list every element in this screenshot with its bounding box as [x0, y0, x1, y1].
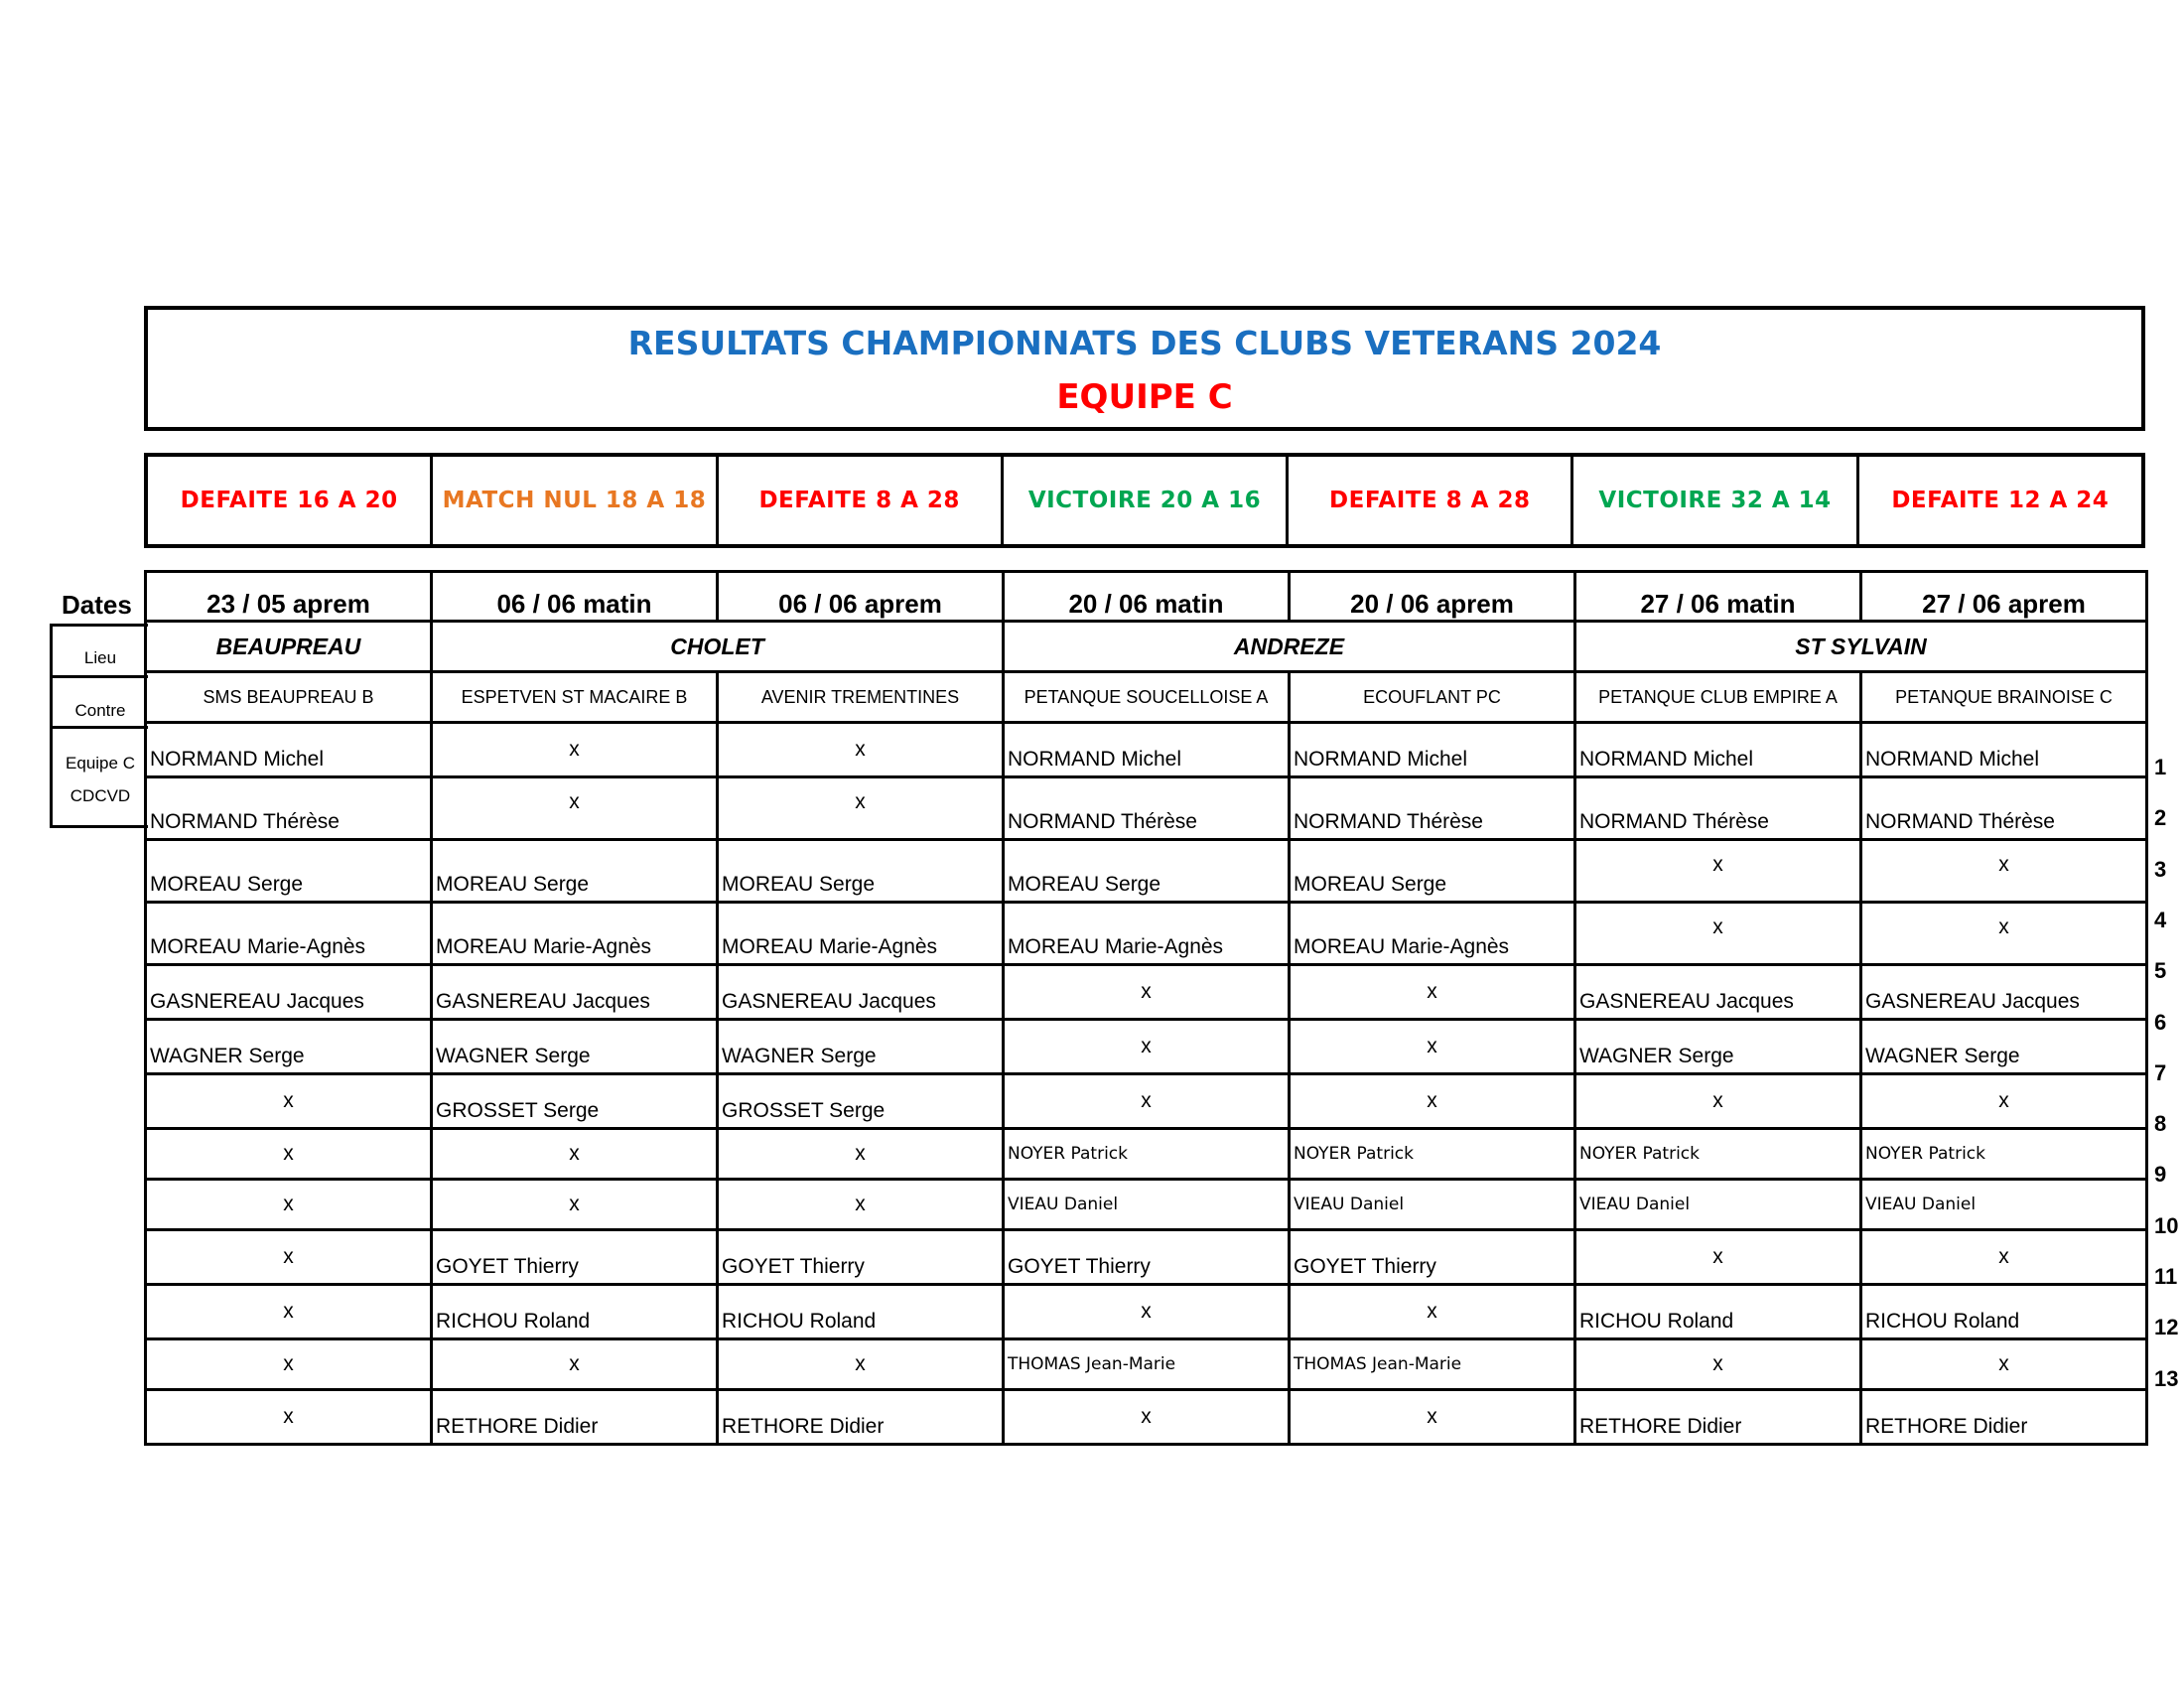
row-number: 4 [2154, 907, 2167, 932]
player-row [146, 903, 2147, 965]
player-name: MOREAU Marie-Agnès [432, 903, 718, 965]
player-row [146, 840, 2147, 903]
absent-mark: x [718, 1180, 1004, 1230]
absent-mark: x [432, 1129, 718, 1180]
absent-mark: x [432, 1339, 718, 1390]
player-name: MOREAU Marie-Agnès [146, 903, 432, 965]
player-name: VIEAU Daniel [1575, 1180, 1861, 1230]
player-name: NORMAND Michel [1290, 723, 1575, 777]
player-row [146, 1129, 2147, 1180]
absent-mark: x [1290, 1390, 1575, 1445]
row-number: 10 [2154, 1212, 2179, 1238]
title-box [144, 306, 2145, 431]
player-name: RETHORE Didier [718, 1390, 1004, 1445]
absent-mark: x [432, 723, 718, 777]
player-row [146, 1230, 2147, 1285]
absent-mark: x [1290, 1285, 1575, 1339]
dates-label: Dates [62, 590, 132, 620]
result-6: VICTOIRE 32 A 14 [1573, 457, 1858, 544]
player-row [146, 777, 2147, 840]
team-subtitle: EQUIPE C [1056, 377, 1233, 417]
date-cell: 27 / 06 aprem [1861, 572, 2147, 622]
lieu-cell: ST SYLVAIN [1575, 622, 2147, 672]
absent-mark: x [146, 1230, 432, 1285]
player-name: THOMAS Jean-Marie [1290, 1339, 1575, 1390]
opponent-cell: ESPETVEN ST MACAIRE B [432, 672, 718, 723]
lieu-cell: BEAUPREAU [146, 622, 432, 672]
absent-mark: x [146, 1129, 432, 1180]
absent-mark: x [718, 723, 1004, 777]
absent-mark: x [1290, 965, 1575, 1020]
player-name: RETHORE Didier [1575, 1390, 1861, 1445]
absent-mark: x [1861, 1074, 2147, 1129]
player-name: MOREAU Serge [1004, 840, 1290, 903]
contre-label: Contre [74, 701, 126, 720]
row-number: 6 [2154, 1009, 2167, 1035]
player-row [146, 1285, 2147, 1339]
divider [53, 675, 148, 678]
player-name: NOYER Patrick [1290, 1129, 1575, 1180]
result-7: DEFAITE 12 A 24 [1891, 488, 2110, 513]
absent-mark: x [146, 1285, 432, 1339]
absent-mark: x [1575, 1074, 1861, 1129]
result-5: DEFAITE 8 A 28 [1289, 457, 1573, 544]
absent-mark: x [1575, 903, 1861, 965]
absent-mark: x [432, 1180, 718, 1230]
absent-mark: x [1290, 1074, 1575, 1129]
date-cell: 06 / 06 aprem [718, 572, 1004, 622]
side-labels [50, 624, 148, 828]
player-name: RETHORE Didier [1861, 1390, 2147, 1445]
absent-mark: x [718, 1339, 1004, 1390]
player-name: VIEAU Daniel [1861, 1180, 2147, 1230]
player-name: GROSSET Serge [432, 1074, 718, 1129]
player-name: RETHORE Didier [432, 1390, 718, 1445]
row-number: 1 [2154, 755, 2167, 779]
row-number: 13 [2154, 1365, 2179, 1391]
absent-mark: x [718, 777, 1004, 840]
player-name: RICHOU Roland [718, 1285, 1004, 1339]
absent-mark: x [146, 1074, 432, 1129]
results-row [144, 453, 2145, 548]
date-cell: 06 / 06 matin [432, 572, 718, 622]
player-name: WAGNER Serge [718, 1020, 1004, 1074]
lieu-cell: ANDREZE [1004, 622, 1575, 672]
absent-mark: x [1575, 1230, 1861, 1285]
row-number: 5 [2154, 958, 2167, 984]
opponent-cell: PETANQUE BRAINOISE C [1861, 672, 2147, 723]
player-name: MOREAU Marie-Agnès [1290, 903, 1575, 965]
absent-mark: x [146, 1339, 432, 1390]
row-number: 3 [2154, 856, 2167, 882]
date-cell: 20 / 06 aprem [1290, 572, 1575, 622]
player-name: VIEAU Daniel [1004, 1180, 1290, 1230]
player-name: GOYET Thierry [1004, 1230, 1290, 1285]
lieu-cell: CHOLET [432, 622, 1004, 672]
lieu-row [146, 622, 2147, 672]
player-name: GASNEREAU Jacques [432, 965, 718, 1020]
player-name: MOREAU Marie-Agnès [718, 903, 1004, 965]
result-4: VICTOIRE 20 A 16 [1004, 457, 1289, 544]
player-name: NORMAND Thérèse [146, 777, 432, 840]
result-2: MATCH NUL 18 A 18 [433, 457, 718, 544]
absent-mark: x [146, 1390, 432, 1445]
absent-mark: x [432, 777, 718, 840]
player-name: MOREAU Serge [146, 840, 432, 903]
absent-mark: x [1004, 1390, 1290, 1445]
absent-mark: x [1004, 1020, 1290, 1074]
player-name: GOYET Thierry [432, 1230, 718, 1285]
absent-mark: x [1861, 1230, 2147, 1285]
player-name: GASNEREAU Jacques [146, 965, 432, 1020]
player-name: MOREAU Marie-Agnès [1004, 903, 1290, 965]
player-name: WAGNER Serge [432, 1020, 718, 1074]
player-name: NORMAND Thérèse [1861, 777, 2147, 840]
player-name: RICHOU Roland [1575, 1285, 1861, 1339]
opponent-cell: SMS BEAUPREAU B [146, 672, 432, 723]
player-name: RICHOU Roland [432, 1285, 718, 1339]
player-row [146, 1180, 2147, 1230]
player-row [146, 1074, 2147, 1129]
composition-table [144, 570, 2148, 1446]
player-name: NORMAND Michel [1004, 723, 1290, 777]
player-name: THOMAS Jean-Marie [1004, 1339, 1290, 1390]
absent-mark: x [1575, 1339, 1861, 1390]
lieu-label: Lieu [83, 648, 117, 667]
absent-mark: x [1575, 840, 1861, 903]
row-number: 7 [2154, 1059, 2167, 1085]
club-label: CDCVD [69, 786, 131, 805]
player-name: NORMAND Thérèse [1290, 777, 1575, 840]
date-cell: 20 / 06 matin [1004, 572, 1290, 622]
player-name: NORMAND Michel [1575, 723, 1861, 777]
opponent-cell: ECOUFLANT PC [1290, 672, 1575, 723]
player-name: NOYER Patrick [1004, 1129, 1290, 1180]
player-name: GASNEREAU Jacques [1861, 965, 2147, 1020]
player-name: NOYER Patrick [1861, 1129, 2147, 1180]
player-name: MOREAU Serge [718, 840, 1004, 903]
player-name: GASNEREAU Jacques [718, 965, 1004, 1020]
row-number: 11 [2154, 1264, 2178, 1289]
opponent-cell: PETANQUE SOUCELLOISE A [1004, 672, 1290, 723]
divider [53, 726, 148, 729]
player-name: GOYET Thierry [718, 1230, 1004, 1285]
player-name: NOYER Patrick [1575, 1129, 1861, 1180]
player-name: NORMAND Michel [146, 723, 432, 777]
player-name: GROSSET Serge [718, 1074, 1004, 1129]
row-number: 12 [2154, 1315, 2179, 1340]
player-row [146, 723, 2147, 777]
date-cell: 27 / 06 matin [1575, 572, 1861, 622]
player-name: WAGNER Serge [146, 1020, 432, 1074]
player-name: MOREAU Serge [432, 840, 718, 903]
player-row [146, 1020, 2147, 1074]
player-name: GASNEREAU Jacques [1575, 965, 1861, 1020]
player-name: WAGNER Serge [1861, 1020, 2147, 1074]
absent-mark: x [1861, 840, 2147, 903]
player-name: NORMAND Thérèse [1575, 777, 1861, 840]
player-row [146, 1390, 2147, 1445]
player-name: NORMAND Thérèse [1004, 777, 1290, 840]
player-name: MOREAU Serge [1290, 840, 1575, 903]
row-number: 8 [2154, 1111, 2167, 1137]
result-1: DEFAITE 16 A 20 [148, 457, 433, 544]
absent-mark: x [1004, 965, 1290, 1020]
player-name: GOYET Thierry [1290, 1230, 1575, 1285]
absent-mark: x [718, 1129, 1004, 1180]
absent-mark: x [146, 1180, 432, 1230]
absent-mark: x [1004, 1285, 1290, 1339]
dates-row [146, 572, 2147, 622]
absent-mark: x [1861, 1339, 2147, 1390]
player-row [146, 1339, 2147, 1390]
absent-mark: x [1290, 1020, 1575, 1074]
absent-mark: x [1861, 903, 2147, 965]
opponent-cell: AVENIR TREMENTINES [718, 672, 1004, 723]
date-cell: 23 / 05 aprem [146, 572, 432, 622]
player-name: WAGNER Serge [1575, 1020, 1861, 1074]
equipe-label: Equipe C [66, 754, 135, 773]
page-title: RESULTATS CHAMPIONNATS DES CLUBS VETERANS 2024 [627, 324, 1662, 362]
opponent-row [146, 672, 2147, 723]
absent-mark: x [1004, 1074, 1290, 1129]
row-number: 2 [2154, 805, 2167, 831]
player-name: VIEAU Daniel [1290, 1180, 1575, 1230]
player-name: RICHOU Roland [1861, 1285, 2147, 1339]
row-number: 9 [2154, 1162, 2167, 1188]
player-name: NORMAND Michel [1861, 723, 2147, 777]
player-row [146, 965, 2147, 1020]
result-3: DEFAITE 8 A 28 [719, 457, 1004, 544]
opponent-cell: PETANQUE CLUB EMPIRE A [1575, 672, 1861, 723]
